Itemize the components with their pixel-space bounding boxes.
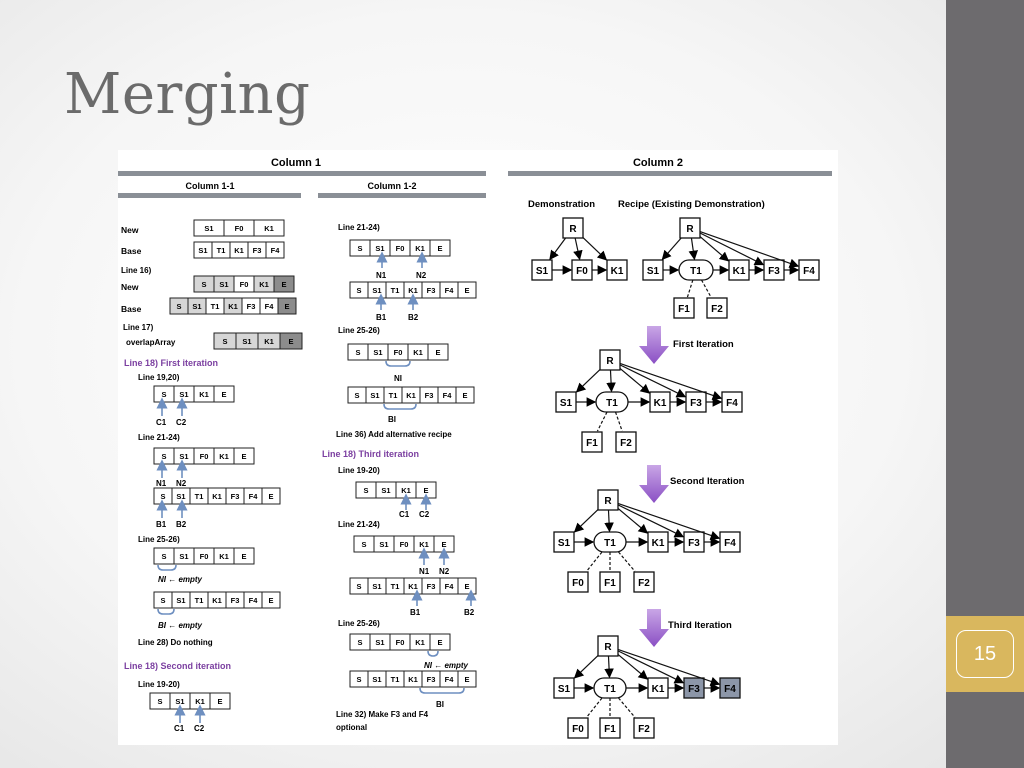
cell-label: F4 xyxy=(248,492,258,501)
node-label: S1 xyxy=(535,266,549,277)
node-F3 xyxy=(684,678,704,698)
cell-label: E xyxy=(281,280,287,289)
mid-line2124b-label: Line 21-24) xyxy=(338,520,380,529)
cell-label: F0 xyxy=(239,280,249,289)
line32-label-b: optional xyxy=(336,723,368,732)
node-label: F1 xyxy=(586,438,598,449)
cell-label: S xyxy=(357,638,363,647)
cell-label: K1 xyxy=(264,224,274,233)
node-label: R xyxy=(569,224,577,235)
node-label: F3 xyxy=(688,684,700,695)
cell-label: E xyxy=(462,391,468,400)
node-K1 xyxy=(607,260,627,280)
cell-label: F4 xyxy=(270,246,280,255)
mid-line2124-label: Line 21-24) xyxy=(338,223,380,232)
node-label: F4 xyxy=(803,266,815,277)
node-label: F2 xyxy=(638,724,650,735)
mid-n2-label: N2 xyxy=(416,271,427,280)
node-T1 xyxy=(596,392,628,412)
node-S1 xyxy=(554,532,574,552)
cell-label: S1 xyxy=(372,582,382,591)
cell-label: S xyxy=(160,596,166,605)
line1920b-label: Line 19-20) xyxy=(138,680,180,689)
cell-label: E xyxy=(268,492,274,501)
mid-b1-label: B1 xyxy=(376,313,387,322)
node-R xyxy=(598,490,618,510)
mid-row-2526-base xyxy=(348,387,474,403)
base-label: Base xyxy=(121,246,142,256)
base-row xyxy=(194,242,284,258)
cell-label: K1 xyxy=(228,302,238,311)
b2-label: B2 xyxy=(176,520,187,529)
mid-c2-label: C2 xyxy=(419,510,430,519)
node-S1 xyxy=(554,678,574,698)
mid-line2526b-label: Line 25-26) xyxy=(338,619,380,628)
cell-label: F4 xyxy=(248,596,258,605)
cell-label: S1 xyxy=(373,348,383,357)
mid-bi-label: BI xyxy=(388,415,396,424)
node-label: F2 xyxy=(638,578,650,589)
line18-third-iteration: Line 18) Third iteration xyxy=(322,449,420,459)
node-label: T1 xyxy=(606,398,618,409)
node-S1 xyxy=(532,260,552,280)
cell-label: S1 xyxy=(204,224,214,233)
node-R xyxy=(680,218,700,238)
mid-row-2526-third-base xyxy=(350,671,476,687)
node-F4 xyxy=(722,392,742,412)
mid-row-2124-third-new xyxy=(354,536,454,552)
line1920-label: Line 19,20) xyxy=(138,373,180,382)
cell-label: T1 xyxy=(210,302,220,311)
cell-label: F0 xyxy=(199,452,209,461)
cell-label: K1 xyxy=(212,492,222,501)
row-2124-new xyxy=(154,448,254,464)
node-label: T1 xyxy=(690,266,702,277)
cell-label: K1 xyxy=(419,540,429,549)
mid-b2-label-2: B2 xyxy=(464,608,475,617)
cell-label: F3 xyxy=(424,391,434,400)
cell-label: S1 xyxy=(176,492,186,501)
node-label: F1 xyxy=(604,724,616,735)
mid-row-2526-third-new xyxy=(350,634,450,650)
cell-label: F3 xyxy=(426,675,436,684)
column-1-1-bar xyxy=(118,193,301,198)
cell-label: S xyxy=(356,675,362,684)
new-label-2: New xyxy=(121,282,139,292)
cell-label: S1 xyxy=(175,697,185,706)
column-1-2-bar xyxy=(318,193,486,198)
cell-label: F3 xyxy=(230,492,240,501)
column-2-bar xyxy=(508,171,832,176)
mid-row-2124-base xyxy=(350,282,476,298)
cell-label: F4 xyxy=(264,302,274,311)
node-label: F0 xyxy=(572,724,584,735)
cell-label: S xyxy=(161,390,167,399)
node-label: F4 xyxy=(724,538,736,549)
first-iteration-label: First Iteration xyxy=(673,339,734,350)
cell-label: K1 xyxy=(264,337,274,346)
n2-label: N2 xyxy=(176,479,187,488)
cell-label: F3 xyxy=(426,286,436,295)
c2-label: C2 xyxy=(176,418,187,427)
node-label: F1 xyxy=(604,578,616,589)
column-1-1-title: Column 1-1 xyxy=(185,181,235,191)
line28-label: Line 28) Do nothing xyxy=(138,638,213,647)
node-F2 xyxy=(634,572,654,592)
cell-label: F3 xyxy=(426,582,436,591)
line2526-label: Line 25-26) xyxy=(138,535,180,544)
cell-label: E xyxy=(241,552,247,561)
node-F4 xyxy=(720,678,740,698)
mid-n1-label: N1 xyxy=(376,271,387,280)
cell-label: T1 xyxy=(390,582,400,591)
node-F4 xyxy=(799,260,819,280)
mid-ni-empty-label: NI ← empty xyxy=(424,661,469,670)
mid-n2-label-2: N2 xyxy=(439,567,450,576)
line18-first-iteration: Line 18) First iteration xyxy=(124,358,219,368)
node-K1 xyxy=(729,260,749,280)
node-T1 xyxy=(679,260,713,280)
node-label: K1 xyxy=(651,538,665,549)
node-label: R xyxy=(606,356,614,367)
node-F3 xyxy=(764,260,784,280)
node-F3 xyxy=(686,392,706,412)
cell-label: T1 xyxy=(194,596,204,605)
recipe-label: Recipe (Existing Demonstration) xyxy=(618,199,765,210)
mid-row-2124-third-base xyxy=(350,578,476,594)
node-F3 xyxy=(684,532,704,552)
node-T1 xyxy=(594,532,626,552)
cell-label: K1 xyxy=(259,280,269,289)
node-label: F2 xyxy=(620,438,632,449)
cell-label: S1 xyxy=(242,337,252,346)
node-F0 xyxy=(572,260,592,280)
node-R xyxy=(600,350,620,370)
node-label: K1 xyxy=(651,684,665,695)
node-label: F3 xyxy=(688,538,700,549)
cell-label: F0 xyxy=(199,552,209,561)
node-label: F0 xyxy=(572,578,584,589)
cell-label: S xyxy=(160,492,166,501)
demonstration-label: Demonstration xyxy=(528,199,596,210)
ni-empty-label: NI ← empty xyxy=(158,575,203,584)
cell-label: F4 xyxy=(444,286,454,295)
n1-label: N1 xyxy=(156,479,167,488)
page-number: 15 xyxy=(956,630,1014,678)
new-row-line16 xyxy=(194,276,294,292)
node-label: F3 xyxy=(690,398,702,409)
column-1-bar xyxy=(118,171,486,176)
node-label: F4 xyxy=(724,684,736,695)
node-label: F0 xyxy=(576,266,588,277)
column-1-title: Column 1 xyxy=(270,157,322,169)
cell-label: E xyxy=(441,540,447,549)
node-label: K1 xyxy=(732,266,746,277)
merging-figure xyxy=(118,150,838,750)
line32-label-a: Line 32) Make F3 and F4 xyxy=(336,710,429,719)
cell-label: F0 xyxy=(395,638,405,647)
row-2526-new xyxy=(154,548,254,564)
node-label: K1 xyxy=(653,398,667,409)
cell-label: S xyxy=(157,697,163,706)
cell-label: K1 xyxy=(199,390,209,399)
mid-row-1920-third xyxy=(356,482,436,498)
cell-label: S1 xyxy=(192,302,202,311)
node-F2 xyxy=(616,432,636,452)
mid-b1-label-2: B1 xyxy=(410,608,421,617)
node-label: F3 xyxy=(768,266,780,277)
cell-label: S xyxy=(363,486,369,495)
cell-label: S1 xyxy=(372,286,382,295)
page-number-box xyxy=(946,616,1024,692)
node-K1 xyxy=(648,678,668,698)
new-row xyxy=(194,220,284,236)
node-F1 xyxy=(674,298,694,318)
cell-label: K1 xyxy=(219,552,229,561)
node-F1 xyxy=(582,432,602,452)
slide-title: Merging xyxy=(64,62,311,127)
mid-row-2124-new xyxy=(350,240,450,256)
overlap-array-row xyxy=(214,333,302,349)
cell-label: E xyxy=(464,286,470,295)
cell-label: F0 xyxy=(234,224,244,233)
node-K1 xyxy=(648,532,668,552)
cell-label: E xyxy=(217,697,223,706)
cell-label: T1 xyxy=(216,246,226,255)
c2-label-2: C2 xyxy=(194,724,205,733)
cell-label: S xyxy=(176,302,182,311)
cell-label: K1 xyxy=(401,486,411,495)
mid-ni-label: NI xyxy=(394,374,402,383)
cell-label: S xyxy=(222,337,228,346)
overlap-array-label: overlapArray xyxy=(126,338,176,347)
cell-label: S xyxy=(161,452,167,461)
cell-label: K1 xyxy=(415,638,425,647)
mid-row-2526-new xyxy=(348,344,448,360)
cell-label: K1 xyxy=(234,246,244,255)
cell-label: F4 xyxy=(444,582,454,591)
node-label: S1 xyxy=(557,538,571,549)
cell-label: F0 xyxy=(399,540,409,549)
column-1-2-title: Column 1-2 xyxy=(367,181,417,191)
cell-label: S1 xyxy=(379,540,389,549)
cell-label: S1 xyxy=(179,452,189,461)
node-T1 xyxy=(594,678,626,698)
cell-label: K1 xyxy=(219,452,229,461)
column-2-title: Column 2 xyxy=(632,157,684,169)
row-1920 xyxy=(154,386,234,402)
c1-label: C1 xyxy=(156,418,167,427)
cell-label: T1 xyxy=(388,391,398,400)
cell-label: S1 xyxy=(198,246,208,255)
cell-label: T1 xyxy=(194,492,204,501)
cell-label: S xyxy=(355,348,361,357)
node-label: F1 xyxy=(678,304,690,315)
mid-bi-label-2: BI xyxy=(436,700,444,709)
base-row-line16 xyxy=(170,298,296,314)
cell-label: S xyxy=(201,280,207,289)
second-iteration-label: Second Iteration xyxy=(670,476,745,487)
node-F1 xyxy=(600,718,620,738)
node-label: S1 xyxy=(557,684,571,695)
cell-label: K1 xyxy=(408,582,418,591)
node-S1 xyxy=(643,260,663,280)
node-label: T1 xyxy=(604,684,616,695)
node-F4 xyxy=(720,532,740,552)
new-label: New xyxy=(121,225,139,235)
mid-line2526-label: Line 25-26) xyxy=(338,326,380,335)
cell-label: E xyxy=(284,302,290,311)
cell-label: S xyxy=(356,582,362,591)
line36-label: Line 36) Add alternative recipe xyxy=(336,430,452,439)
cell-label: E xyxy=(268,596,274,605)
node-label: R xyxy=(604,496,612,507)
node-label: S1 xyxy=(646,266,660,277)
cell-label: F3 xyxy=(230,596,240,605)
cell-label: E xyxy=(435,348,441,357)
cell-label: S1 xyxy=(372,675,382,684)
node-F0 xyxy=(568,718,588,738)
row-1920-second xyxy=(150,693,230,709)
cell-label: S1 xyxy=(176,596,186,605)
node-label: F2 xyxy=(711,304,723,315)
cell-label: F0 xyxy=(393,348,403,357)
cell-label: F4 xyxy=(444,675,454,684)
cell-label: E xyxy=(437,638,443,647)
cell-label: K1 xyxy=(408,286,418,295)
line2124-label: Line 21-24) xyxy=(138,433,180,442)
row-2526-base xyxy=(154,592,280,608)
cell-label: F0 xyxy=(395,244,405,253)
node-F1 xyxy=(600,572,620,592)
cell-label: S1 xyxy=(375,638,385,647)
mid-line1920-label: Line 19-20) xyxy=(338,466,380,475)
row-2124-base xyxy=(154,488,280,504)
cell-label: T1 xyxy=(390,286,400,295)
cell-label: K1 xyxy=(415,244,425,253)
cell-label: E xyxy=(423,486,429,495)
line18-second-iteration: Line 18) Second iteration xyxy=(124,661,232,671)
node-F2 xyxy=(634,718,654,738)
line17-label: Line 17) xyxy=(123,323,154,332)
cell-label: K1 xyxy=(406,391,416,400)
b1-label: B1 xyxy=(156,520,167,529)
cell-label: F3 xyxy=(246,302,256,311)
cell-label: E xyxy=(464,582,470,591)
cell-label: S1 xyxy=(179,552,189,561)
cell-label: S1 xyxy=(179,390,189,399)
node-K1 xyxy=(650,392,670,412)
node-label: T1 xyxy=(604,538,616,549)
node-label: K1 xyxy=(610,266,624,277)
cell-label: F4 xyxy=(442,391,452,400)
cell-label: S xyxy=(356,286,362,295)
node-label: S1 xyxy=(559,398,573,409)
node-F2 xyxy=(707,298,727,318)
cell-label: S1 xyxy=(370,391,380,400)
line16-label: Line 16) xyxy=(121,266,152,275)
cell-label: S1 xyxy=(381,486,391,495)
cell-label: S1 xyxy=(219,280,229,289)
cell-label: S xyxy=(357,244,363,253)
cell-label: E xyxy=(221,390,227,399)
node-F0 xyxy=(568,572,588,592)
node-label: R xyxy=(686,224,694,235)
cell-label: F3 xyxy=(252,246,262,255)
base-label-2: Base xyxy=(121,304,142,314)
node-S1 xyxy=(556,392,576,412)
cell-label: K1 xyxy=(212,596,222,605)
cell-label: E xyxy=(437,244,443,253)
cell-label: K1 xyxy=(413,348,423,357)
cell-label: E xyxy=(464,675,470,684)
mid-n1-label-2: N1 xyxy=(419,567,430,576)
cell-label: T1 xyxy=(390,675,400,684)
third-iteration-label: Third Iteration xyxy=(668,620,732,631)
mid-b2-label: B2 xyxy=(408,313,419,322)
merging-diagram xyxy=(118,150,838,745)
node-label: R xyxy=(604,642,612,653)
cell-label: E xyxy=(241,452,247,461)
node-R xyxy=(598,636,618,656)
cell-label: S xyxy=(354,391,360,400)
node-R xyxy=(563,218,583,238)
cell-label: S1 xyxy=(375,244,385,253)
cell-label: S xyxy=(161,552,167,561)
cell-label: E xyxy=(288,337,294,346)
cell-label: K1 xyxy=(195,697,205,706)
cell-label: K1 xyxy=(408,675,418,684)
node-label: F4 xyxy=(726,398,738,409)
mid-c1-label: C1 xyxy=(399,510,410,519)
cell-label: S xyxy=(361,540,367,549)
bi-empty-label: BI ← empty xyxy=(158,621,203,630)
c1-label-2: C1 xyxy=(174,724,185,733)
